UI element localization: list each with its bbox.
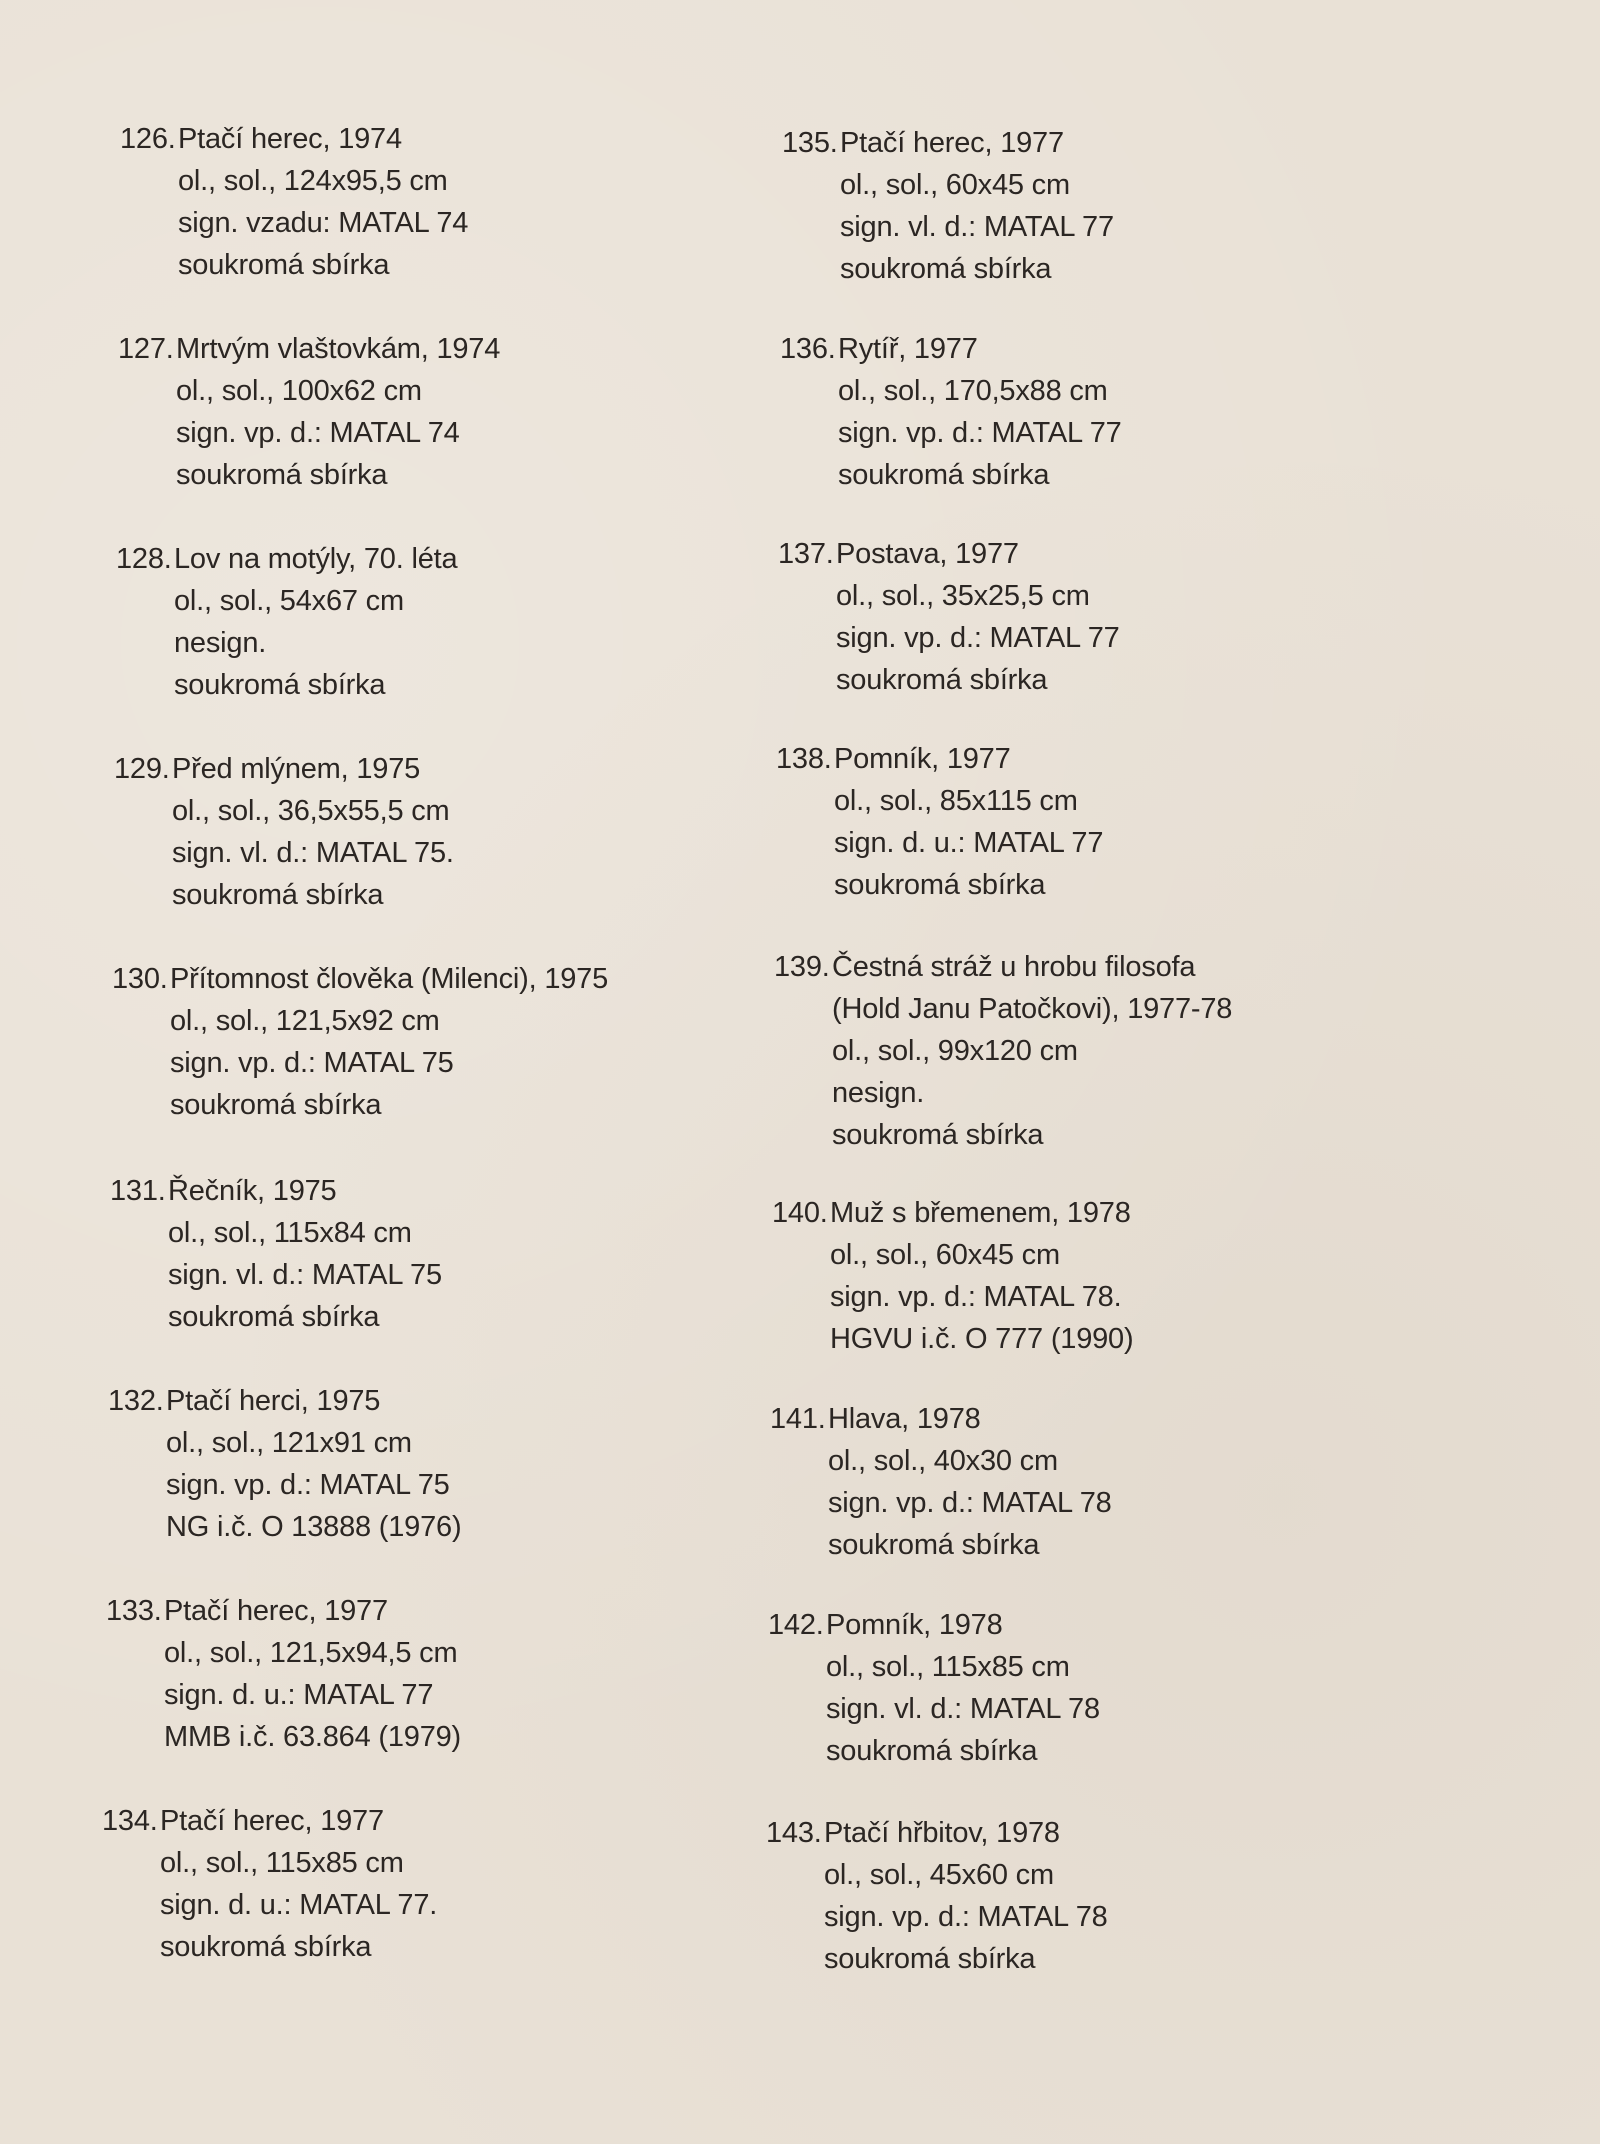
entry-detail-line: sign. vp. d.: MATAL 74 (176, 417, 460, 449)
entry-detail-line: sign. vp. d.: MATAL 78 (824, 1901, 1108, 1933)
entry-number: 143. (766, 1817, 822, 1849)
entry-heading (774, 946, 1232, 988)
entry-number: 138. (776, 743, 832, 775)
entry-heading (110, 1170, 442, 1212)
catalogue-entry (768, 1604, 1100, 1772)
entry-title: Ptačí herci, 1975 (166, 1385, 381, 1417)
entry-title: Muž s břemenem, 1978 (830, 1197, 1131, 1229)
entry-title: Pomník, 1977 (834, 743, 1011, 775)
entry-detail-line: soukromá sbírka (168, 1301, 380, 1333)
entry-detail-line: HGVU i.č. O 777 (1990) (830, 1323, 1134, 1355)
catalogue-entry (102, 1800, 437, 1968)
catalogue-entry (774, 946, 1232, 1156)
entry-number: 130. (112, 963, 168, 995)
entry-detail-line: sign. vp. d.: MATAL 77 (838, 417, 1122, 449)
entry-number: 141. (770, 1403, 826, 1435)
entry-detail-line: ol., sol., 115x84 cm (168, 1217, 412, 1249)
entry-title: Přítomnost člověka (Milenci), 1975 (170, 963, 609, 995)
entry-detail-line: soukromá sbírka (826, 1735, 1038, 1767)
catalogue-entry (770, 1398, 1112, 1566)
entry-detail-line: sign. vl. d.: MATAL 77 (840, 211, 1114, 243)
entry-heading (782, 122, 1114, 164)
entry-detail-line: ol., sol., 115x85 cm (160, 1847, 404, 1879)
entry-number: 139. (774, 951, 830, 983)
entry-detail-line: soukromá sbírka (824, 1943, 1036, 1975)
entry-heading (112, 958, 608, 1000)
entry-detail-line: soukromá sbírka (832, 1119, 1044, 1151)
entry-detail-line: soukromá sbírka (160, 1931, 372, 1963)
catalogue-entry (110, 1170, 442, 1338)
entry-detail-line: sign. vp. d.: MATAL 77 (836, 622, 1120, 654)
catalogue-entry (108, 1380, 461, 1548)
entry-title: Ptačí herec, 1977 (160, 1805, 384, 1837)
entry-detail-line: sign. vl. d.: MATAL 75 (168, 1259, 442, 1291)
entry-heading (778, 533, 1120, 575)
entry-number: 134. (102, 1805, 158, 1837)
entry-number: 140. (772, 1197, 828, 1229)
entry-number: 137. (778, 538, 834, 570)
entry-heading (772, 1192, 1133, 1234)
entry-number: 136. (780, 333, 836, 365)
entry-number: 128. (116, 543, 172, 575)
entry-title: Rytíř, 1977 (838, 333, 978, 365)
entry-detail-line: sign. vl. d.: MATAL 75. (172, 837, 454, 869)
entry-number: 135. (782, 127, 838, 159)
entry-detail-line: ol., sol., 45x60 cm (824, 1859, 1054, 1891)
entry-heading (768, 1604, 1100, 1646)
entry-number: 132. (108, 1385, 164, 1417)
entry-detail-line: ol., sol., 35x25,5 cm (836, 580, 1090, 612)
entry-number: 133. (106, 1595, 162, 1627)
catalogue-entry (118, 328, 500, 496)
entry-detail-line: (Hold Janu Patočkovi), 1977-78 (832, 993, 1233, 1025)
entry-detail-line: ol., sol., 99x120 cm (832, 1035, 1078, 1067)
entry-detail-line: nesign. (832, 1077, 925, 1109)
entry-detail-line: sign. vp. d.: MATAL 78 (828, 1487, 1112, 1519)
entry-title: Hlava, 1978 (828, 1403, 981, 1435)
entry-detail-line: sign. vp. d.: MATAL 75 (170, 1047, 454, 1079)
entry-detail-line: soukromá sbírka (174, 669, 386, 701)
entry-title: Před mlýnem, 1975 (172, 753, 421, 785)
catalogue-entry (780, 328, 1122, 496)
entry-title: Ptačí herec, 1977 (840, 127, 1064, 159)
entry-detail-line: NG i.č. O 13888 (1976) (166, 1511, 462, 1543)
entry-detail-line: ol., sol., 36,5x55,5 cm (172, 795, 450, 827)
entry-number: 127. (118, 333, 174, 365)
entry-detail-line: ol., sol., 54x67 cm (174, 585, 404, 617)
entry-detail-line: soukromá sbírka (840, 253, 1052, 285)
entry-detail-line: soukromá sbírka (838, 459, 1050, 491)
entry-title: Ptačí hřbitov, 1978 (824, 1817, 1060, 1849)
entry-number: 131. (110, 1175, 166, 1207)
entry-detail-line: soukromá sbírka (836, 664, 1048, 696)
entry-detail-line: soukromá sbírka (176, 459, 388, 491)
catalogue-entry (778, 533, 1120, 701)
entry-detail-line: sign. vl. d.: MATAL 78 (826, 1693, 1100, 1725)
entry-heading (108, 1380, 461, 1422)
entry-number: 129. (114, 753, 170, 785)
entry-heading (776, 738, 1103, 780)
catalogue-entry (776, 738, 1103, 906)
entry-title: Pomník, 1978 (826, 1609, 1003, 1641)
entry-detail-line: ol., sol., 100x62 cm (176, 375, 422, 407)
catalogue-entry (114, 748, 454, 916)
entry-detail-line: soukromá sbírka (828, 1529, 1040, 1561)
entry-detail-line: sign. vp. d.: MATAL 75 (166, 1469, 450, 1501)
catalogue-entry (782, 122, 1114, 290)
entry-detail-line: ol., sol., 85x115 cm (834, 785, 1078, 817)
entry-title: Postava, 1977 (836, 538, 1019, 570)
entry-title: Ptačí herec, 1977 (164, 1595, 388, 1627)
entry-heading (770, 1398, 1112, 1440)
entry-heading (766, 1812, 1108, 1854)
entry-detail-line: ol., sol., 121,5x92 cm (170, 1005, 440, 1037)
entry-title: Ptačí herec, 1974 (178, 123, 402, 155)
catalogue-entry (112, 958, 608, 1126)
entry-detail-line: ol., sol., 60x45 cm (830, 1239, 1060, 1271)
entry-detail-line: ol., sol., 115x85 cm (826, 1651, 1070, 1683)
entry-detail-line: soukromá sbírka (170, 1089, 382, 1121)
entry-heading (102, 1800, 437, 1842)
entry-heading (120, 118, 468, 160)
entry-detail-line: ol., sol., 40x30 cm (828, 1445, 1058, 1477)
catalogue-entry (120, 118, 468, 286)
entry-detail-line: nesign. (174, 627, 267, 659)
catalogue-entry (766, 1812, 1108, 1980)
entry-detail-line: sign. d. u.: MATAL 77 (164, 1679, 434, 1711)
entry-detail-line: sign. vzadu: MATAL 74 (178, 207, 469, 239)
entry-detail-line: sign. vp. d.: MATAL 78. (830, 1281, 1122, 1313)
entry-heading (116, 538, 457, 580)
entry-detail-line: MMB i.č. 63.864 (1979) (164, 1721, 462, 1753)
catalogue-entry (116, 538, 457, 706)
entry-title: Čestná stráž u hrobu filosofa (832, 951, 1196, 983)
entry-title: Řečník, 1975 (168, 1175, 337, 1207)
entry-detail-line: soukromá sbírka (834, 869, 1046, 901)
entry-title: Mrtvým vlaštovkám, 1974 (176, 333, 501, 365)
entry-detail-line: sign. d. u.: MATAL 77 (834, 827, 1104, 859)
entry-number: 142. (768, 1609, 824, 1641)
catalogue-entry (772, 1192, 1133, 1360)
entry-heading (106, 1590, 461, 1632)
entry-detail-line: ol., sol., 121x91 cm (166, 1427, 412, 1459)
entry-heading (114, 748, 454, 790)
entry-detail-line: ol., sol., 60x45 cm (840, 169, 1070, 201)
entry-detail-line: soukromá sbírka (178, 249, 390, 281)
entry-detail-line: ol., sol., 124x95,5 cm (178, 165, 448, 197)
entry-heading (780, 328, 1122, 370)
entry-detail-line: ol., sol., 170,5x88 cm (838, 375, 1108, 407)
entry-detail-line: soukromá sbírka (172, 879, 384, 911)
entry-heading (118, 328, 500, 370)
entry-title: Lov na motýly, 70. léta (174, 543, 458, 575)
entry-detail-line: ol., sol., 121,5x94,5 cm (164, 1637, 458, 1669)
entry-number: 126. (120, 123, 176, 155)
catalogue-entry (106, 1590, 461, 1758)
entry-detail-line: sign. d. u.: MATAL 77. (160, 1889, 438, 1921)
